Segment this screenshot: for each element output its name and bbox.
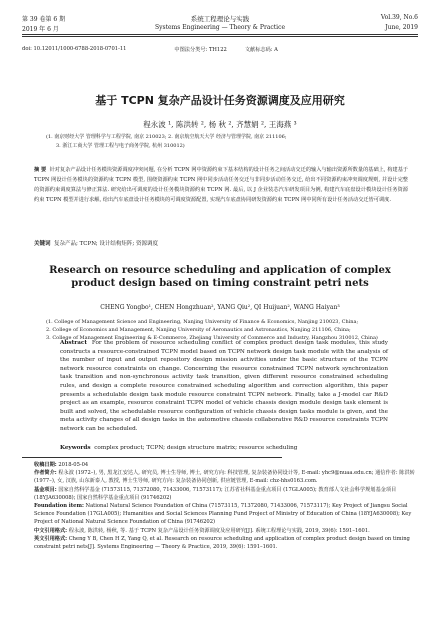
doi[interactable]: doi: 10.12011/1000-6788-2018-0701-11 xyxy=(22,46,127,52)
clc-number: 中图法分类号: TH122 xyxy=(174,47,227,53)
keywords-en-text: complex product; TCPN; design structure matrix; resource scheduling xyxy=(94,445,298,451)
journal-title-zh: 系统工程理论与实践 xyxy=(190,15,250,23)
footnote-label: 英文引用格式: xyxy=(34,535,68,542)
footnotes xyxy=(34,461,418,551)
date-en: June, 2019 xyxy=(385,24,418,31)
footnote-text: 程永波, 陈洪转, 杨秋, 等. 基于 TCPN 复杂产品设计任务资源调度及应用研究[J]. 系统工程理论与实践, 2019, 39(6): 1591–1601. xyxy=(68,527,370,534)
keywords-en xyxy=(60,445,388,451)
date-zh: 2019 年 6 月 xyxy=(22,26,59,33)
keywords-en-label: Keywords xyxy=(60,445,91,451)
volume-zh: 第 39 卷第 6 期 xyxy=(22,16,66,23)
abstract-zh xyxy=(34,165,408,205)
header-rule-2 xyxy=(22,36,418,37)
keywords-zh-label: 关键词 xyxy=(34,241,51,247)
header-line-1 xyxy=(22,14,418,23)
authors-en: CHENG Yongbo¹, CHEN Hongzhuan², YANG Qiu², QI Huijuan², WANG Haiyan³ xyxy=(100,304,340,311)
footnote-funding-en xyxy=(34,502,418,527)
footnote-citation-en xyxy=(34,535,418,551)
footnote-label: 收稿日期: xyxy=(34,462,57,468)
keywords-zh xyxy=(34,239,408,247)
affiliations-zh xyxy=(46,133,400,151)
authors-zh: 程永波 ¹, 陈洪转 ², 杨 秋 ², 齐慧娟 ², 王海燕 ³ xyxy=(143,120,297,129)
footnote-author-bio xyxy=(34,469,418,485)
footnote-text: 国家自然科学基金 (71573115, 71372080, 71433006, 71573117); 江苏省社科基金重点项目 (17GLA005); 教育部人文社会科学规划基金项目 (18YJA630008); 国家自然科学基金重点项目 (91746202) xyxy=(34,486,397,501)
abstract-en-label: Abstract xyxy=(60,340,87,346)
footnote-text: 2018-05-04 xyxy=(58,462,89,468)
footnote-text: National Natural Science Foundation of China (71573115, 71372080, 71433006, 71573117); Key Project of Jiangsu Social Science Foundation (17GLA005); Humanities and Social Sciences Planning Fund Project of Ministry of Education of China (18YJA630008); Key Project of National Natural Science Foundation of China (91746202) xyxy=(34,503,412,526)
header-rule xyxy=(22,34,418,35)
header-line-2 xyxy=(22,24,418,33)
abstract-en xyxy=(60,339,388,434)
affiliation-zh-line: 3. 浙江工商大学 管理工程与电子商务学院, 杭州 310012) xyxy=(56,143,185,149)
abstract-zh-text: 针对复杂产品设计任务模块资源调度冲突问题, 在分析 TCPN 网中资源约束下基本结构的设计任务之间活动交迁的输入与输出资源所数量的基础上, 构建基于 TCPN 网设计任务模块的资源约束 TCPN 模型, 围绕资源约束 TCPN 网中同步活动任务交迁与非同步活动任务交迁, 给出不同资源约束冲突调度规则, 并设计完整的资源约束调度算法与修正算法. 研究给出可调度的设计任务模块资源约束 TCPN 网. 最后, 以 J 企业装芯汽车研发项目为例, 构建汽车底盘设计模块设计任务资源约束 TCPN 模型并进行求解, 给出汽车底盘设计任务模块的可调度资源配置, 实现汽车底盘协同研发资源约束 TCPN 网中同所有设计任务活动交迁皆可调度. xyxy=(34,167,408,203)
keywords-zh-text: 复杂产品; TCPN; 设计结构矩阵; 资源调度 xyxy=(54,241,159,247)
footnote-label: 中文引用格式: xyxy=(34,527,68,534)
journal-title-en: Systems Engineering — Theory & Practice xyxy=(154,24,286,31)
meta-row xyxy=(22,46,418,53)
affiliation-en-line: 3. College of Management Engineering & E-Commerce, Zhejiang University of Commerce and Industry, Hangzhou 310012, China) xyxy=(46,335,378,341)
footnote-label: 基金项目: xyxy=(34,486,57,493)
footnote-text: 程永波 (1972–), 男, 黑龙江安达人, 研究员, 博士生导师, 博士, 研究方向: 科技管理, 复杂装备协同设计等, E-mail: yhc9@nuaa.edu.cn; 通信作者: 陈洪转 (1977–), 女, 汉族, 山东新泰人, 教授, 博士生导师, 研究方向: 复杂装备协同创新, 供应链管理, E-mail: chz-hhs0163.com. xyxy=(34,470,415,485)
footnote-rule xyxy=(22,457,282,458)
footnote-text: Cheng Y B, Chen H Z, Yang Q, et al. Research on resource scheduling and application of complex product design based on timing constraint petri nets[J]. Systems Engineering — Theory & Practice, 2019, 39(6): 1591–1601. xyxy=(34,535,410,551)
volume-en: Vol.39, No.6 xyxy=(380,14,418,21)
document-code: 文献标志码: A xyxy=(244,47,278,53)
affiliation-en-line: 2. College of Economics and Management, Nanjing University of Aeronautics and Astronautics, Nanjing 211106, China; xyxy=(46,327,351,333)
abstract-zh-label: 摘 要 xyxy=(34,167,47,173)
footnote-citation-zh xyxy=(34,527,418,535)
footnote-funding-zh xyxy=(34,486,418,502)
affiliation-zh-line: (1. 南京财经大学 管理科学与工程学院, 南京 210023; 2. 南京航空航天大学 经济与管理学院, 南京 211106; xyxy=(46,134,287,140)
footnote-label: Foundation item: xyxy=(34,503,84,510)
title-zh: 基于 TCPN 复杂产品设计任务资源调度及应用研究 xyxy=(95,94,345,107)
abstract-en-text: For the problem of resource scheduling conflict of complex product design task modules, this study constructs a resource-constrained TCPN model based on TCPN network design task module with the analysis of the number of input and output repository design mission activities under the basic structure of the TCPN network resource constraints on change. Concerning the resource constrained TCPN network synchronization task transition and non-synchronous activity task transition, given different resource constrained scheduling rules, and design a complete resource constrained scheduling algorithm and correction algorithm, this paper presents a schedulable design task module resource constraint TCPN network. Finally, take a J-model car R&D project as an example, resource constraint TCPN model of vehicle chassis design module design task element is built and solved, the schedulable resource configuration of vehicle chassis design tasks module is given, and the meta activity changes of all design tasks in the automotive chassis collaborative R&D resource constraints TCPN network can be scheduled. xyxy=(60,340,388,432)
footnote-label: 作者简介: xyxy=(34,470,57,477)
title-en: Research on resource scheduling and application of complex product design based on timing constraint petri nets xyxy=(49,265,391,289)
footnote-received xyxy=(34,461,418,469)
affiliation-en-line: (1. College of Management Science and Engineering, Nanjing University of Finance & Economics, Nanjing 210023, China; xyxy=(46,319,359,325)
